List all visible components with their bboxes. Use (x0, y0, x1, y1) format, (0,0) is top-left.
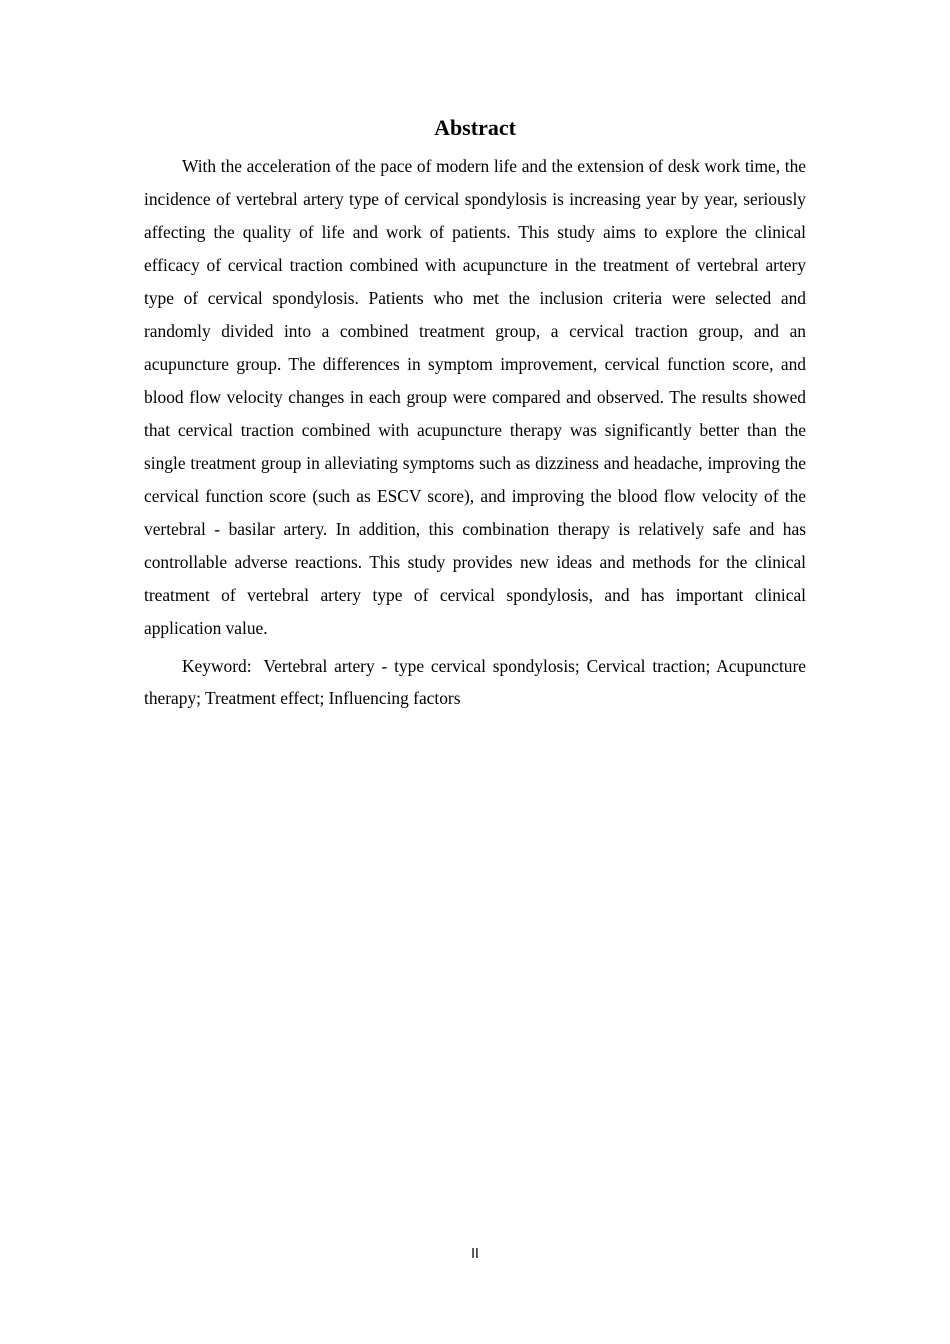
abstract-paragraph: With the acceleration of the pace of modern life and the extension of desk work time, the incidence of vertebral artery type of cervical spondylosis is increasing year by year, seriously affecting the quality of life and work of patients. This study aims to explore the clinical efficacy of cervical traction combined with acupuncture in the treatment of vertebral artery type of cervical spondylosis. Patients who met the inclusion criteria were selected and randomly divided into a combined treatment group, a cervical traction group, and an acupuncture group. The differences in symptom improvement, cervical function score, and blood flow velocity changes in each group were compared and observed. The results showed that cervical traction combined with acupuncture therapy was significantly better than the single treatment group in alleviating symptoms such as dizziness and headache, improving the cervical function score (such as ESCV score), and improving the blood flow velocity of the vertebral - basilar artery. In addition, this combination therapy is relatively safe and has controllable adverse reactions. This study provides new ideas and methods for the clinical treatment of vertebral artery type of cervical spondylosis, and has important clinical application value. (144, 156, 806, 638)
keywords-line (144, 650, 806, 714)
abstract-title: Abstract (434, 115, 516, 140)
abstract-section (144, 112, 806, 714)
keywords-label: Keyword: (182, 656, 252, 676)
keywords-text: Vertebral artery - type cervical spondylosis; Cervical traction; Acupuncture therapy; Treatment effect; Influencing factors (144, 656, 806, 708)
page-number: II (471, 1247, 479, 1262)
